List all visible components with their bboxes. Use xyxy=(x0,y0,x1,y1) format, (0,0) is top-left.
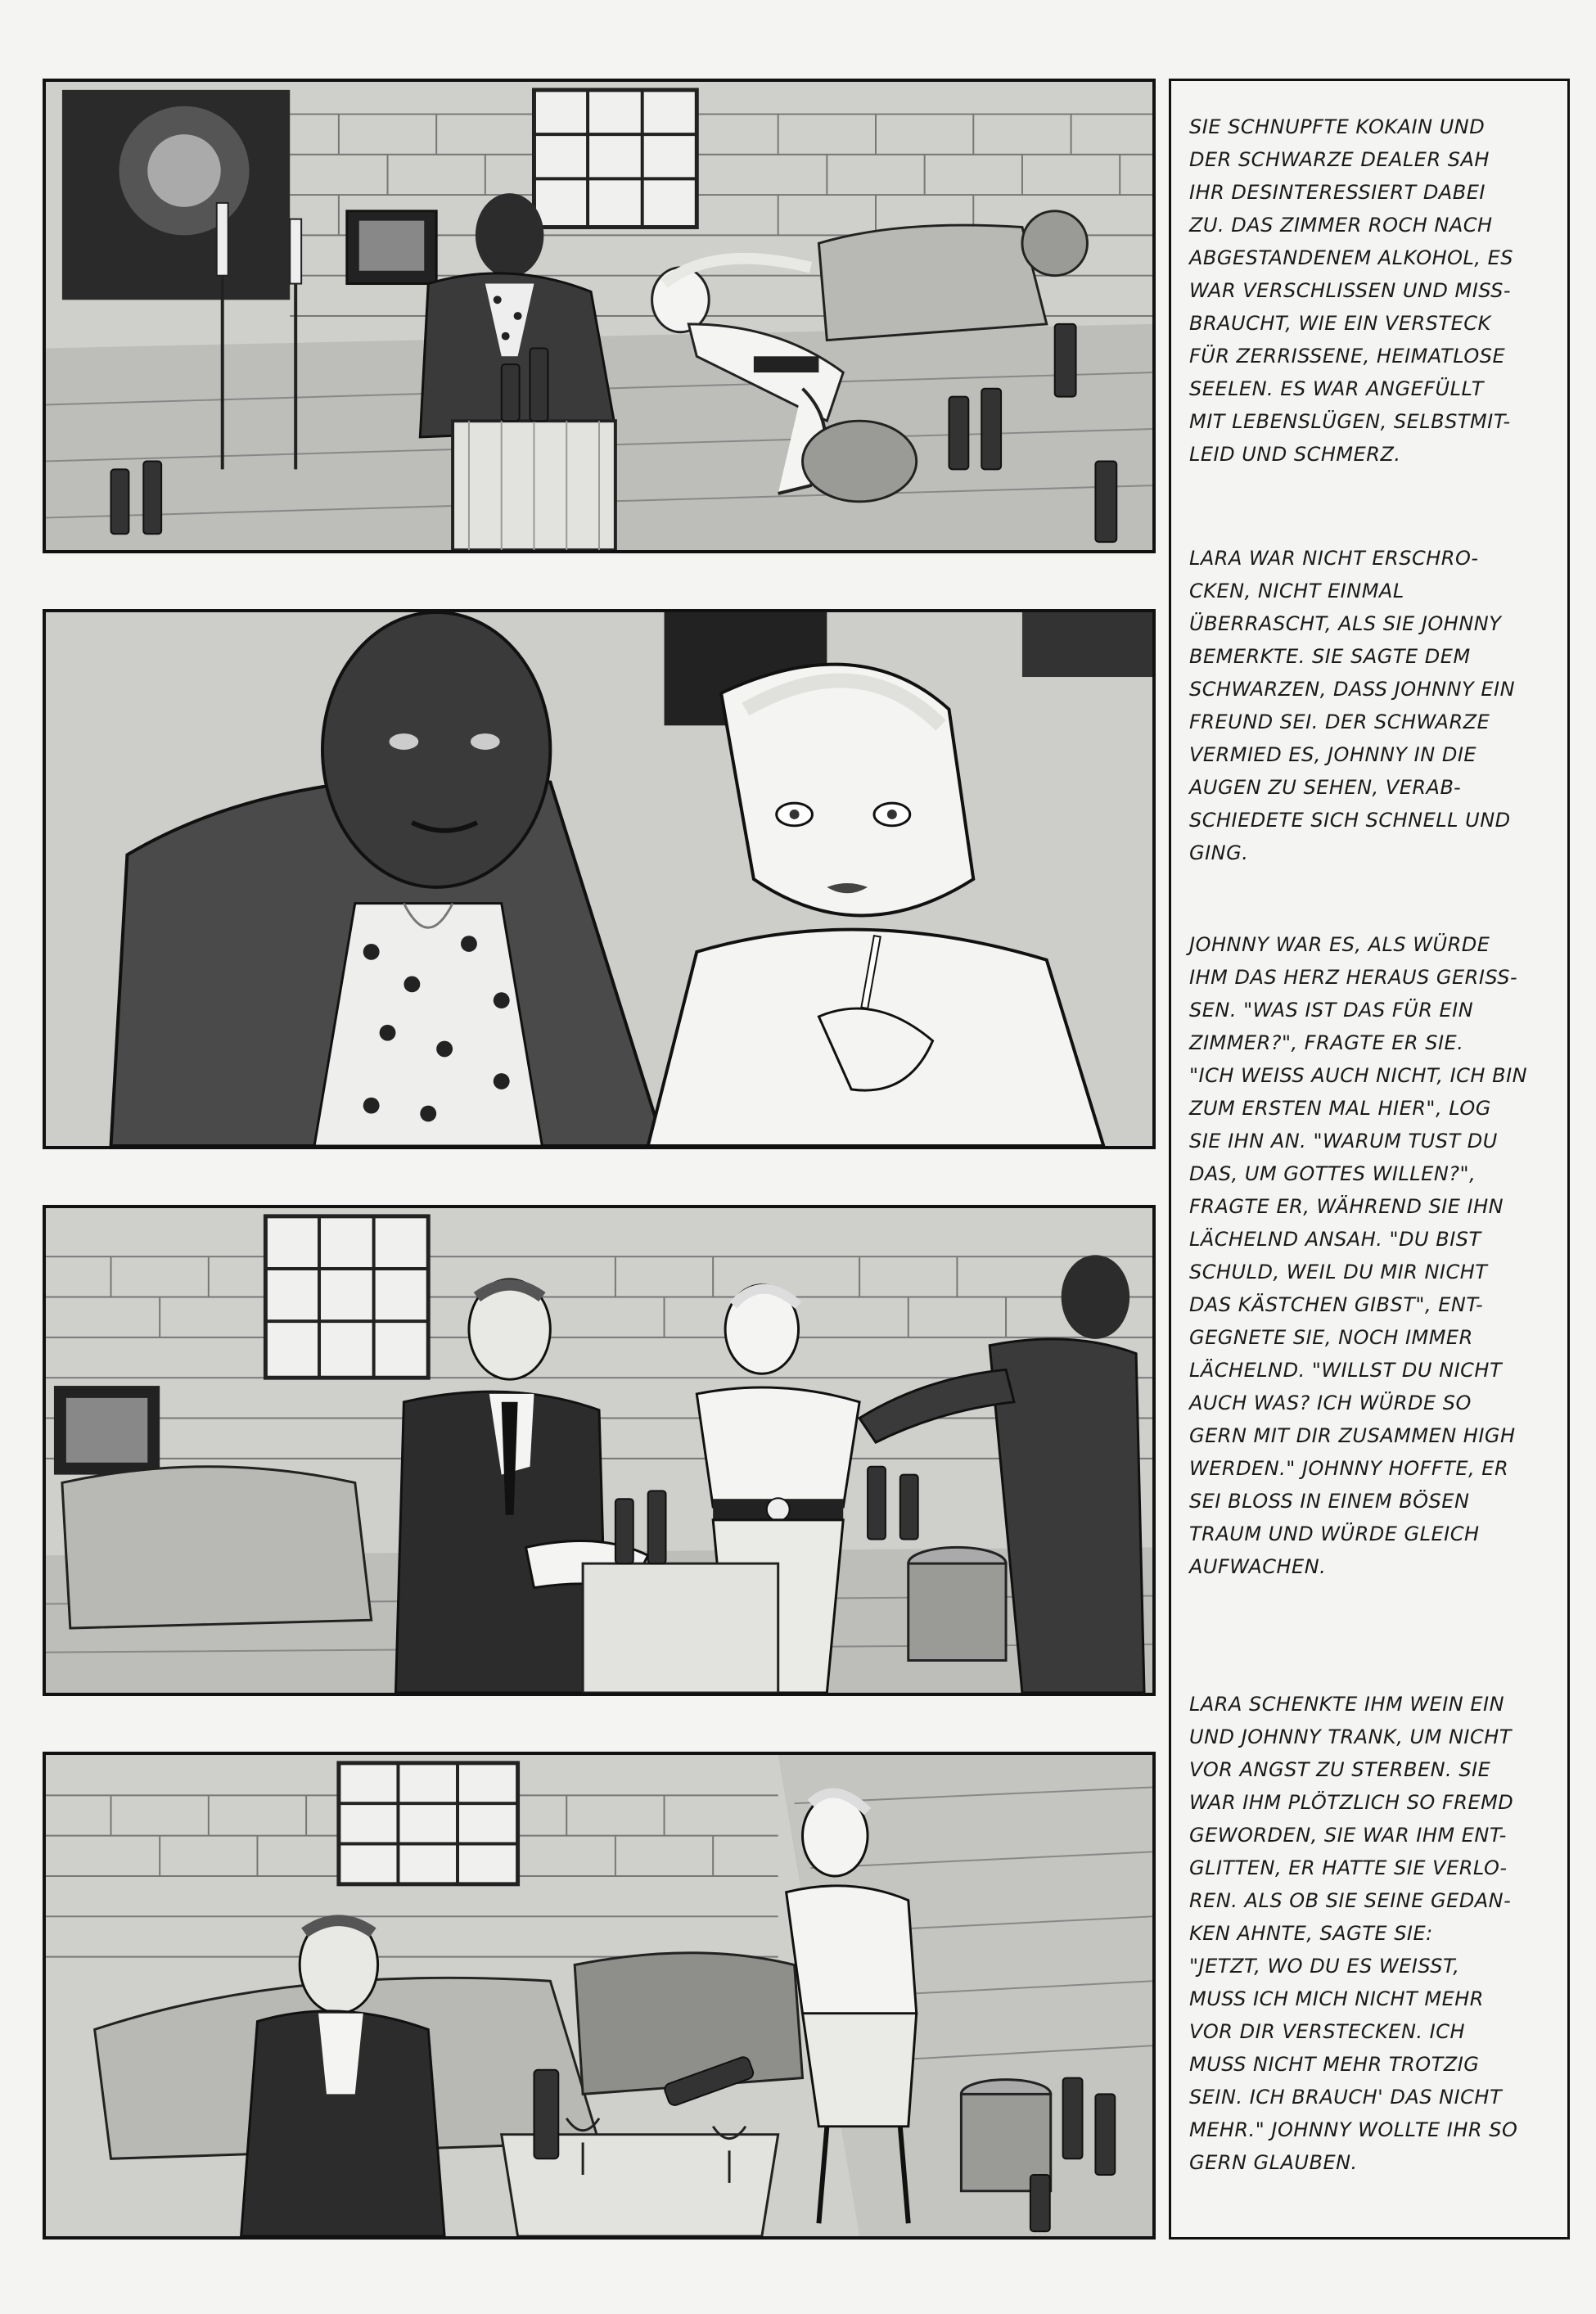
panel-2-illustration xyxy=(46,612,1152,1146)
panel-3-three-figures xyxy=(43,1205,1156,1696)
panel-1-illustration xyxy=(46,82,1152,550)
panel-1-room-scene xyxy=(43,79,1156,553)
caption-1: SIE SCHNUPFTE KOKAIN UND DER SCHWARZE DEALER SAH IHR DESINTERESSIERT DABEI ZU. DAS ZIMMER ROCH NACH ABGESTANDENEM ALKOHOL, ES WAR VERSCHLISSEN UND MISS- BRAUCHT, WIE EIN VERSTECK FÜR ZERRISSENE, HEIMATLOSE SEELEN. ES WAR ANGEFÜLLT MIT LEBENSLÜGEN, SELBSTMIT- LEID UND SCHMERZ. xyxy=(1189,115,1514,466)
caption-column xyxy=(1169,79,1570,2240)
panel-4-pouring-wine xyxy=(43,1752,1156,2240)
caption-4: LARA SCHENKTE IHM WEIN EIN UND JOHNNY TRANK, UM NICHT VOR ANGST ZU STERBEN. SIE WAR IHM PLÖTZLICH SO FREMD GEWORDEN, SIE WAR IHM ENT- GLITTEN, ER HATTE SIE VERLO- REN. ALS OB SIE SEINE GEDAN- KEN AHNTE, SAGTE SIE: "JETZT, WO DU ES WEISST, MUSS ICH MICH NICHT MEHR VOR DIR VERSTECKEN. ICH MUSS NICHT MEHR TROTZIG SEIN. ICH BRAUCH' DAS NICHT MEHR." JOHNNY WOLLTE IHR SO GERN GLAUBEN. xyxy=(1189,1693,1518,2174)
caption-3: JOHNNY WAR ES, ALS WÜRDE IHM DAS HERZ HERAUS GERISS- SEN. "WAS IST DAS FÜR EIN ZIMMER?", FRAGTE ER SIE. "ICH WEISS AUCH NICHT, ICH BIN ZUM ERSTEN MAL HIER", LOG SIE IHN AN. "WARUM TUST DU DAS, UM GOTTES WILLEN?", FRAGTE ER, WÄHREND SIE IHN LÄCHELND ANSAH. "DU BIST SCHULD, WEIL DU MIR NICHT DAS KÄSTCHEN GIBST", ENT- GEGNETE SIE, NOCH IMMER LÄCHELND. "WILLST DU NICHT AUCH WAS? ICH WÜRDE SO GERN MIT DIR ZUSAMMEN HIGH WERDEN." JOHNNY HOFFTE, ER SEI BLOSS IN EINEM BÖSEN TRAUM UND WÜRDE GLEICH AUFWACHEN. xyxy=(1189,933,1528,1578)
panel-2-closeup xyxy=(43,609,1156,1149)
panel-4-illustration xyxy=(46,1755,1152,2236)
panel-3-illustration xyxy=(46,1208,1152,1693)
caption-2: LARA WAR NICHT ERSCHRO- CKEN, NICHT EINMAL ÜBERRASCHT, ALS SIE JOHNNY BEMERKTE. SIE SAGTE DEM SCHWARZEN, DASS JOHNNY EIN FREUND SEI. DER SCHWARZE VERMIED ES, JOHNNY IN DIE AUGEN ZU SEHEN, VERAB- SCHIEDETE SICH SCHNELL UND GING. xyxy=(1189,547,1516,864)
